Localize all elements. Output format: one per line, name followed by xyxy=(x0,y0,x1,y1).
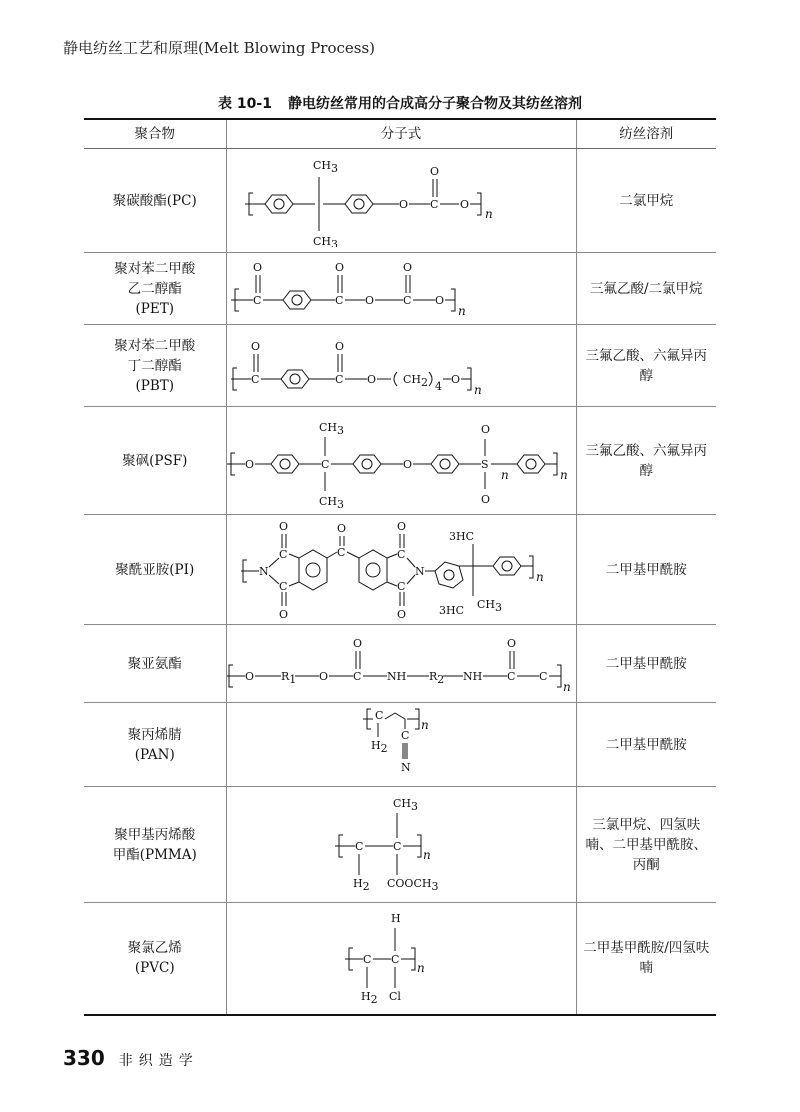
formula-cell xyxy=(226,253,576,325)
repeat-n-label: n xyxy=(458,303,466,318)
polymer-cell: 聚对苯二甲酸乙二醇酯(PET) xyxy=(84,253,226,325)
imide-c-label: C xyxy=(397,547,406,561)
formula-cell xyxy=(226,903,576,1015)
psf-structure xyxy=(227,413,577,509)
repeat-n-label: n xyxy=(559,467,568,482)
h2-label: H2 xyxy=(353,876,370,893)
table-row xyxy=(84,325,716,407)
column-header-polymer: 聚合物 xyxy=(84,119,226,149)
carbonyl-o-label: O xyxy=(335,260,345,274)
ch3-label: CH3 xyxy=(393,796,419,813)
ch3-bottom-label: CH3 xyxy=(318,494,344,509)
ether-o-label: O xyxy=(244,457,254,471)
ch3-label: CH3 xyxy=(477,597,503,614)
carbonyl-c-label: C xyxy=(335,372,344,386)
table-row xyxy=(84,515,716,625)
table-row xyxy=(84,149,716,253)
imide-o-label: O xyxy=(279,519,289,533)
carbonyl-c-label: C xyxy=(430,197,439,211)
page-number: 330 xyxy=(63,1046,105,1070)
polymer-cell: 聚氯乙烯(PVC) xyxy=(84,903,226,1015)
polymer-cell: 聚丙烯腈(PAN) xyxy=(84,703,226,787)
carbonyl-o-label: O xyxy=(251,339,261,353)
urethane-o-label: O xyxy=(244,669,254,683)
ch2-label: CH2 xyxy=(403,372,429,389)
table-row xyxy=(84,625,716,703)
solvent-cell: 二甲基甲酰胺 xyxy=(576,703,716,787)
solvent-cell: 三氟乙酸、六氟异丙醇 xyxy=(576,407,716,515)
ester-o2-label: O xyxy=(460,197,470,211)
ketone-c-label: C xyxy=(337,545,346,559)
nitrile-n-label: N xyxy=(401,760,411,774)
nh-label: NH xyxy=(386,669,406,683)
repeat-n-label: n xyxy=(485,206,493,221)
carbonyl-o-label: O xyxy=(403,260,413,274)
repeat-n-label: n xyxy=(536,569,544,584)
h2-label: H2 xyxy=(371,738,388,755)
carbonyl-c-label: C xyxy=(506,669,515,683)
nitrile-c-label: C xyxy=(401,728,410,742)
carbonyl-o-label: O xyxy=(253,260,263,274)
pbt-structure xyxy=(231,332,571,400)
imide-o-label: O xyxy=(397,519,407,533)
column-header-formula: 分子式 xyxy=(226,119,576,149)
pan-structure xyxy=(341,707,461,783)
sulfonyl-o-label: O xyxy=(480,492,490,506)
backbone-c-label: C xyxy=(363,953,372,967)
ester-o1-label: O xyxy=(399,197,409,211)
book-title: 非织造学 xyxy=(118,1053,199,1069)
ester-o-label: O xyxy=(451,372,461,386)
ch3-top-label: CH3 xyxy=(313,158,339,175)
carbonyl-c-label: C xyxy=(253,293,262,307)
table-title: 静电纺丝常用的合成高分子聚合物及其纺丝溶剂 xyxy=(287,96,582,112)
table-row xyxy=(84,703,716,787)
imide-o-label: O xyxy=(397,607,407,621)
pvc-structure xyxy=(341,908,461,1008)
page-footer xyxy=(63,1046,199,1070)
pi-structure xyxy=(241,518,561,622)
urethane-o-label: O xyxy=(318,669,328,683)
r1-label: R1 xyxy=(280,669,296,686)
ester-o-label: O xyxy=(365,293,375,307)
solvent-cell: 三氟乙酸、六氟异丙醇 xyxy=(576,325,716,407)
formula-cell xyxy=(226,515,576,625)
ether-o-label: O xyxy=(402,457,412,471)
solvent-cell: 二甲基甲酰胺 xyxy=(576,625,716,703)
pmma-structure xyxy=(331,795,471,895)
formula-cell xyxy=(226,703,576,787)
formula-cell xyxy=(226,625,576,703)
polymer-cell: 聚砜(PSF) xyxy=(84,407,226,515)
table-caption xyxy=(0,93,800,113)
formula-cell xyxy=(226,149,576,253)
ester-o-label: O xyxy=(367,372,377,386)
formula-cell xyxy=(226,407,576,515)
backbone-c-label: C xyxy=(375,708,384,722)
solvent-cell: 二甲基甲酰胺 xyxy=(576,515,716,625)
formula-cell xyxy=(226,325,576,407)
column-header-solvent: 纺丝溶剂 xyxy=(576,119,716,149)
chlorine-label: Cl xyxy=(389,990,401,1004)
inner-n-label: n xyxy=(500,467,509,482)
repeat-n-label: n xyxy=(421,717,429,732)
sulfur-label: S xyxy=(480,457,489,471)
carbonyl-c-label: C xyxy=(352,669,361,683)
solvent-cell: 二甲基甲酰胺/四氢呋喃 xyxy=(576,903,716,1015)
imide-c-label: C xyxy=(279,547,288,561)
chloro-c-label: C xyxy=(391,953,400,967)
imide-o-label: O xyxy=(279,607,289,621)
table-row xyxy=(84,407,716,515)
running-header: 静电纺丝工艺和原理(Melt Blowing Process) xyxy=(63,39,376,57)
repeat-4-label: 4 xyxy=(435,379,442,393)
nh-label: NH xyxy=(462,669,482,683)
imide-c-label: C xyxy=(279,579,288,593)
polymer-cell: 聚酰亚胺(PI) xyxy=(84,515,226,625)
carbonyl-o-label: O xyxy=(430,164,440,178)
carbonyl-o-label: O xyxy=(335,339,345,353)
table-row xyxy=(84,903,716,1015)
pc-structure xyxy=(231,155,571,247)
table-row xyxy=(84,787,716,903)
formula-cell xyxy=(226,787,576,903)
repeat-n-label: n xyxy=(423,847,431,862)
imide-c-label: C xyxy=(397,579,406,593)
ch3-top-label: CH3 xyxy=(318,420,344,437)
quaternary-c-label: C xyxy=(320,457,329,471)
ester-group-label: COOCH3 xyxy=(387,876,439,893)
polymer-solvent-table xyxy=(84,118,716,1016)
polymer-cell: 聚碳酸酯(PC) xyxy=(84,149,226,253)
imide-n-label: N xyxy=(415,564,425,578)
polymer-cell: 聚甲基丙烯酸甲酯(PMMA) xyxy=(84,787,226,903)
imide-n-label: N xyxy=(259,564,269,578)
solvent-cell: 二氯甲烷 xyxy=(576,149,716,253)
hydrogen-label: H xyxy=(391,912,401,926)
c-label: C xyxy=(538,669,547,683)
solvent-cell: 三氯甲烷、四氢呋喃、二甲基甲酰胺、丙酮 xyxy=(576,787,716,903)
ketone-o-label: O xyxy=(337,521,347,535)
table-header-row xyxy=(84,119,716,149)
solvent-cell: 三氟乙酸/二氯甲烷 xyxy=(576,253,716,325)
carbonyl-c-label: C xyxy=(251,372,260,386)
repeat-n-label: n xyxy=(474,382,482,397)
repeat-n-label: n xyxy=(417,961,425,976)
carbonyl-o-label: O xyxy=(352,636,362,650)
methyl-label: 3HC xyxy=(449,529,475,543)
methyl-label: 3HC xyxy=(439,603,465,617)
carbonyl-o-label: O xyxy=(506,636,516,650)
pu-structure xyxy=(227,631,577,697)
carbonyl-c-label: C xyxy=(335,293,344,307)
quaternary-c-label: C xyxy=(393,839,402,853)
polymer-cell: 聚亚氨酯 xyxy=(84,625,226,703)
sulfonyl-o-label: O xyxy=(480,422,490,436)
repeat-n-label: n xyxy=(562,679,571,694)
carbonyl-c-label: C xyxy=(403,293,412,307)
pet-structure xyxy=(231,257,571,321)
ch3-bottom-label: CH3 xyxy=(313,234,339,247)
table-row xyxy=(84,253,716,325)
r2-label: R2 xyxy=(428,669,444,686)
h2-label: H2 xyxy=(361,990,378,1007)
table-number: 表 10-1 xyxy=(218,96,272,112)
backbone-c-label: C xyxy=(355,839,364,853)
ester-o-label: O xyxy=(435,293,445,307)
polymer-cell: 聚对苯二甲酸丁二醇酯(PBT) xyxy=(84,325,226,407)
